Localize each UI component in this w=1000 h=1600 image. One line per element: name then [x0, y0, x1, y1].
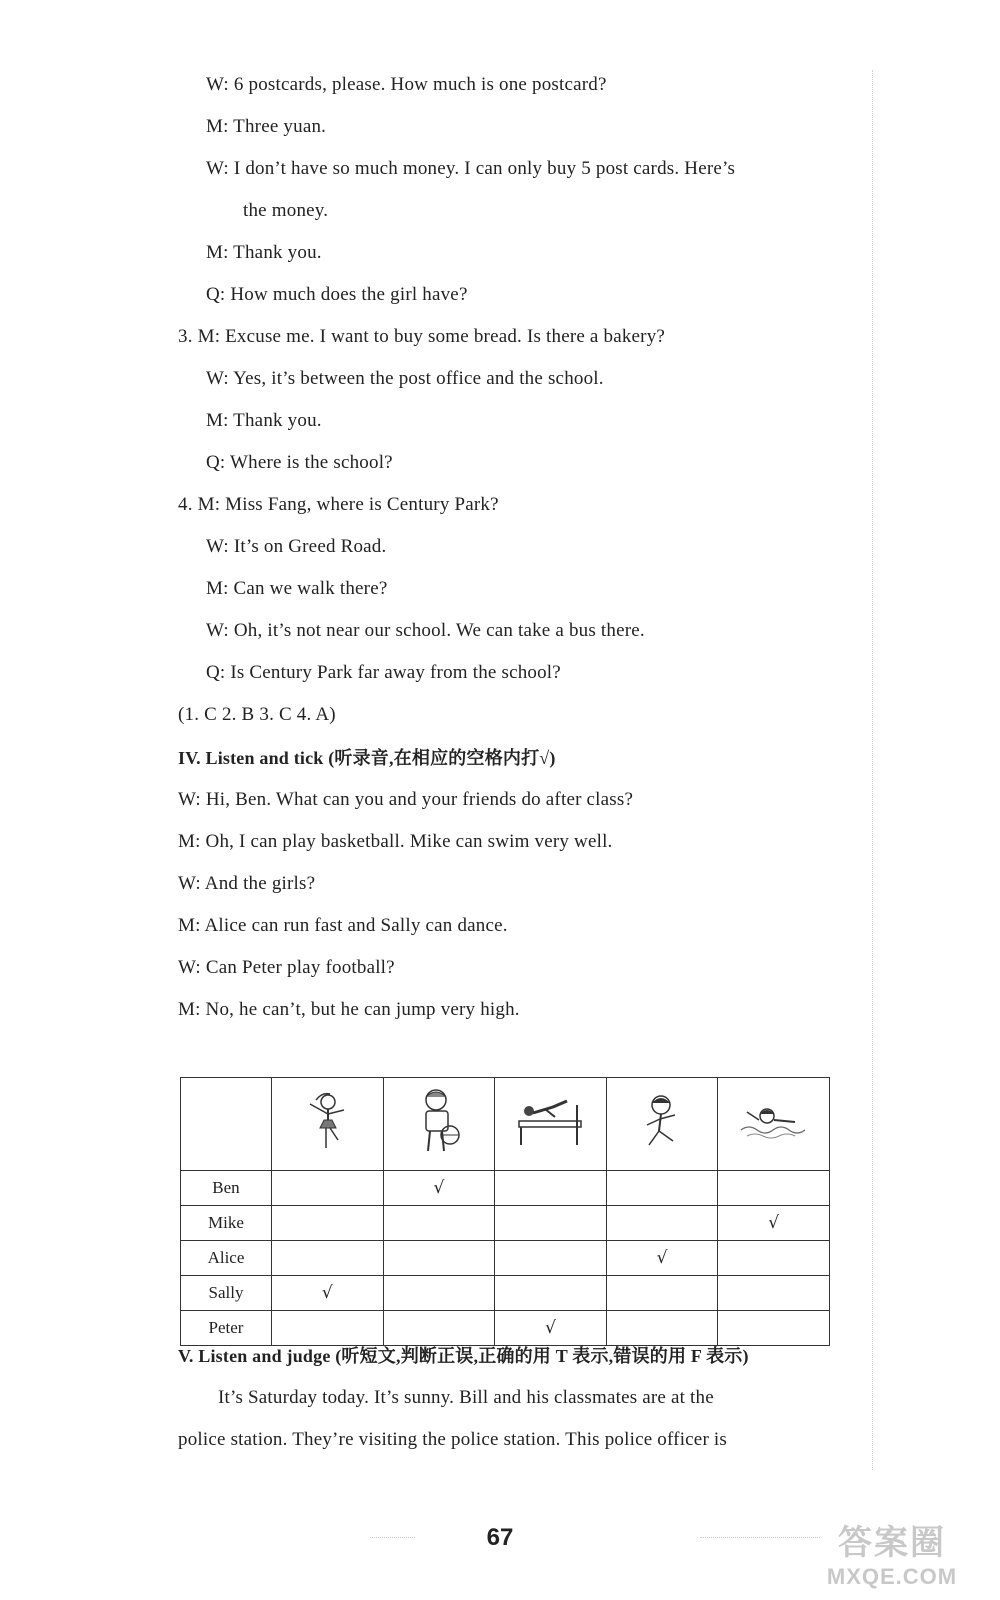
run-icon [606, 1078, 718, 1171]
dialog-line: M: Thank you. [206, 242, 322, 263]
tick-cell: √ [495, 1311, 607, 1346]
student-name: Sally [181, 1276, 272, 1311]
tick-cell [495, 1241, 607, 1276]
table-row [181, 1171, 830, 1206]
dialog-line: W: Yes, it’s between the post office and the school. [206, 368, 604, 389]
page-number: 67 [486, 1524, 514, 1551]
passage-line: police station. They’re visiting the police station. This police officer is [178, 1429, 727, 1450]
dialog-line: W: It’s on Greed Road. [206, 536, 387, 557]
question-line: Q: Is Century Park far away from the school? [206, 662, 561, 683]
tick-cell [606, 1276, 718, 1311]
margin-guide [872, 70, 874, 1470]
student-name: Peter [181, 1311, 272, 1346]
dialog-line: M: Three yuan. [206, 116, 327, 137]
tick-cell: √ [272, 1276, 384, 1311]
student-name: Alice [181, 1241, 272, 1276]
dialog-line: M: Alice can run fast and Sally can dance. [178, 915, 508, 936]
watermark-logo: 答案圈 MXQE.COM [826, 1524, 958, 1589]
section-heading: V. Listen and judge (听短文,判断正误,正确的用 T 表示,错误的用 F 表示) [178, 1346, 749, 1366]
dialog-line: M: Can we walk there? [206, 578, 388, 599]
table-row [181, 1311, 830, 1346]
tick-cell [606, 1311, 718, 1346]
table-row [181, 1276, 830, 1311]
tick-cell [272, 1311, 384, 1346]
dialog-line: 4. M: Miss Fang, where is Century Park? [178, 494, 499, 515]
tick-cell [383, 1276, 495, 1311]
dialog-line: the money. [243, 200, 329, 221]
tick-table [180, 1077, 830, 1346]
tick-cell [718, 1311, 830, 1346]
table-row [181, 1206, 830, 1241]
dialog-line: W: Oh, it’s not near our school. We can take a bus there. [206, 620, 645, 641]
table-row [181, 1241, 830, 1276]
dialog-line: M: No, he can’t, but he can jump very high. [178, 999, 520, 1020]
tick-cell [495, 1171, 607, 1206]
tick-cell [495, 1206, 607, 1241]
dialog-line: W: 6 postcards, please. How much is one postcard? [206, 74, 607, 95]
activity-header-row [181, 1078, 830, 1171]
jump-icon [495, 1078, 607, 1171]
question-line: Q: How much does the girl have? [206, 284, 468, 305]
dialog-line: W: Can Peter play football? [178, 957, 395, 978]
dialog-line: W: And the girls? [178, 873, 316, 894]
swim-icon [718, 1078, 830, 1171]
tick-cell [606, 1206, 718, 1241]
section-heading: IV. Listen and tick (听录音,在相应的空格内打√) [178, 748, 556, 768]
tick-cell [272, 1171, 384, 1206]
tick-cell [383, 1311, 495, 1346]
student-name: Ben [181, 1171, 272, 1206]
corner-cell [181, 1078, 272, 1171]
dialog-line: M: Thank you. [206, 410, 322, 431]
passage-line: It’s Saturday today. It’s sunny. Bill and his classmates are at the [218, 1387, 714, 1408]
dialog-line: 3. M: Excuse me. I want to buy some bread. Is there a bakery? [178, 326, 666, 347]
tick-cell [272, 1241, 384, 1276]
basketball-icon [383, 1078, 495, 1171]
tick-cell [495, 1276, 607, 1311]
tick-cell [718, 1276, 830, 1311]
tick-cell [606, 1171, 718, 1206]
tick-cell [718, 1171, 830, 1206]
tick-cell [272, 1206, 384, 1241]
tick-cell: √ [606, 1241, 718, 1276]
question-line: Q: Where is the school? [206, 452, 393, 473]
tick-cell [718, 1241, 830, 1276]
dialog-line: W: I don’t have so much money. I can only buy 5 post cards. Here’s [206, 158, 736, 179]
tick-cell [383, 1206, 495, 1241]
dialog-line: W: Hi, Ben. What can you and your friends do after class? [178, 789, 634, 810]
tick-cell: √ [718, 1206, 830, 1241]
student-name: Mike [181, 1206, 272, 1241]
answer-key: (1. C 2. B 3. C 4. A) [178, 704, 336, 725]
dialog-line: M: Oh, I can play basketball. Mike can swim very well. [178, 831, 613, 852]
dance-icon [272, 1078, 384, 1171]
tick-cell [383, 1241, 495, 1276]
tick-cell: √ [383, 1171, 495, 1206]
